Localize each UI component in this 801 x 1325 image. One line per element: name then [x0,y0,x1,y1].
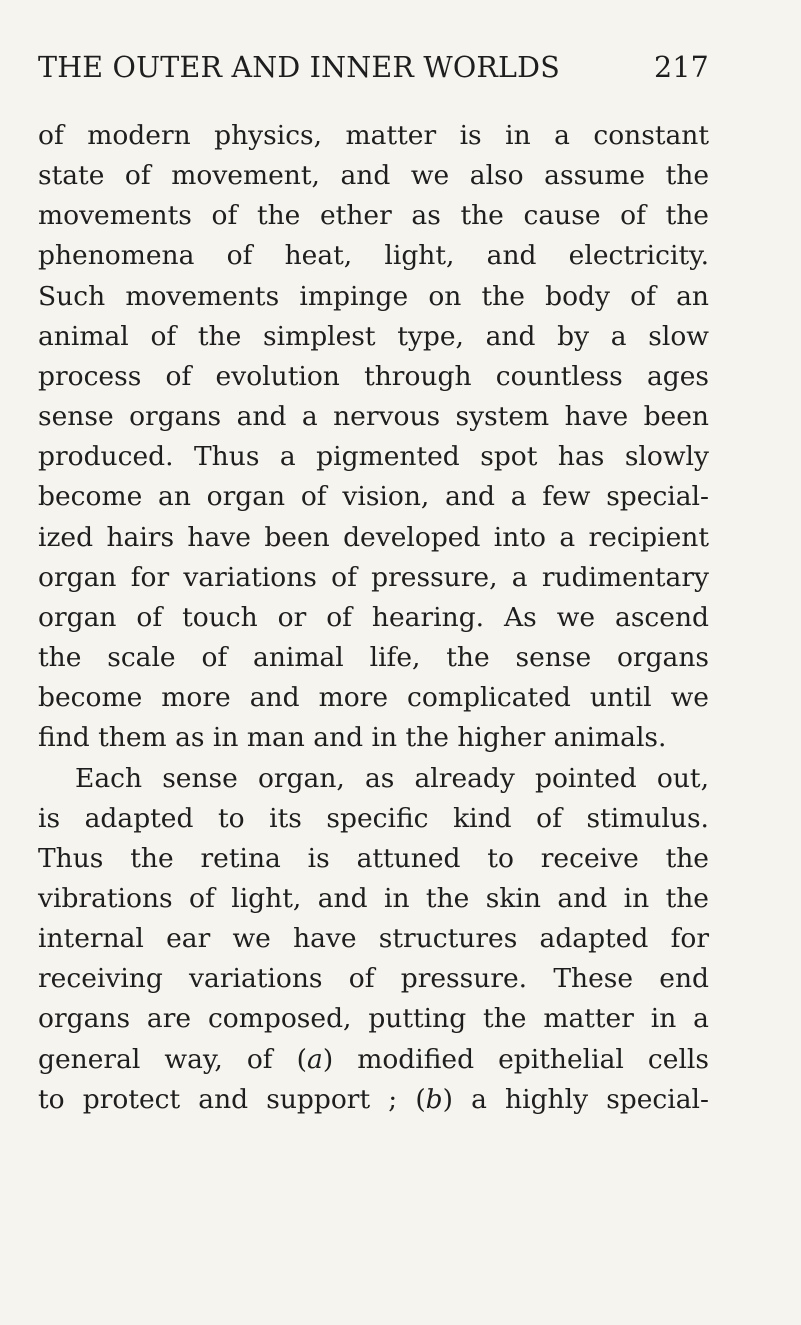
text-line: to protect and support ; (b) a highly special- [38,1083,709,1115]
text-line: the scale of animal life, the sense organs [38,642,709,674]
text-line: organ of touch or of hearing. As we ascend [38,601,709,633]
text-line: become an organ of vision, and a few special- [38,481,709,513]
text-line: organ for variations of pressure, a rudimentary [38,561,709,593]
text-line: phenomena of heat, light, and electricity. [38,240,709,272]
text-line: Each sense organ, as already pointed out, [75,762,709,794]
text-line: vibrations of light, and in the skin and in the [38,882,709,914]
text-line: is adapted to its specific kind of stimulus. [38,802,709,834]
text-line: internal ear we have structures adapted for [38,923,709,955]
chapter-title: THE OUTER AND INNER WORLDS [38,51,560,84]
text-line: receiving variations of pressure. These end [38,963,709,995]
text-line: produced. Thus a pigmented spot has slowly [38,441,709,473]
text-line: state of movement, and we also assume the [38,160,709,192]
running-head [38,48,709,88]
text-line: general way, of (a) modified epithelial cells [38,1043,710,1075]
text-line: ized hairs have been developed into a recipient [38,521,709,553]
enumerator-letter: a [307,1043,323,1075]
text-line: become more and more complicated until we [38,682,709,714]
text-line: animal of the simplest type, and by a slow [38,320,709,352]
text-line: of modern physics, matter is in a constant [38,120,709,151]
text-line: movements of the ether as the cause of the [38,200,709,232]
text-line: sense organs and a nervous system have been [38,401,709,433]
text-line: find them as in man and in the higher animals. [38,722,667,754]
paragraph-2 [38,759,709,1120]
paragraph-1 [38,116,709,759]
text-line: Such movements impinge on the body of an [38,280,709,312]
text-line: organs are composed, putting the matter in a [38,1003,709,1035]
enumerator-letter: b [425,1083,443,1115]
page-number: 217 [654,51,709,84]
text-line: Thus the retina is attuned to receive the [38,842,709,874]
text-line: process of evolution through countless ages [38,360,709,392]
body-text [38,116,709,1120]
